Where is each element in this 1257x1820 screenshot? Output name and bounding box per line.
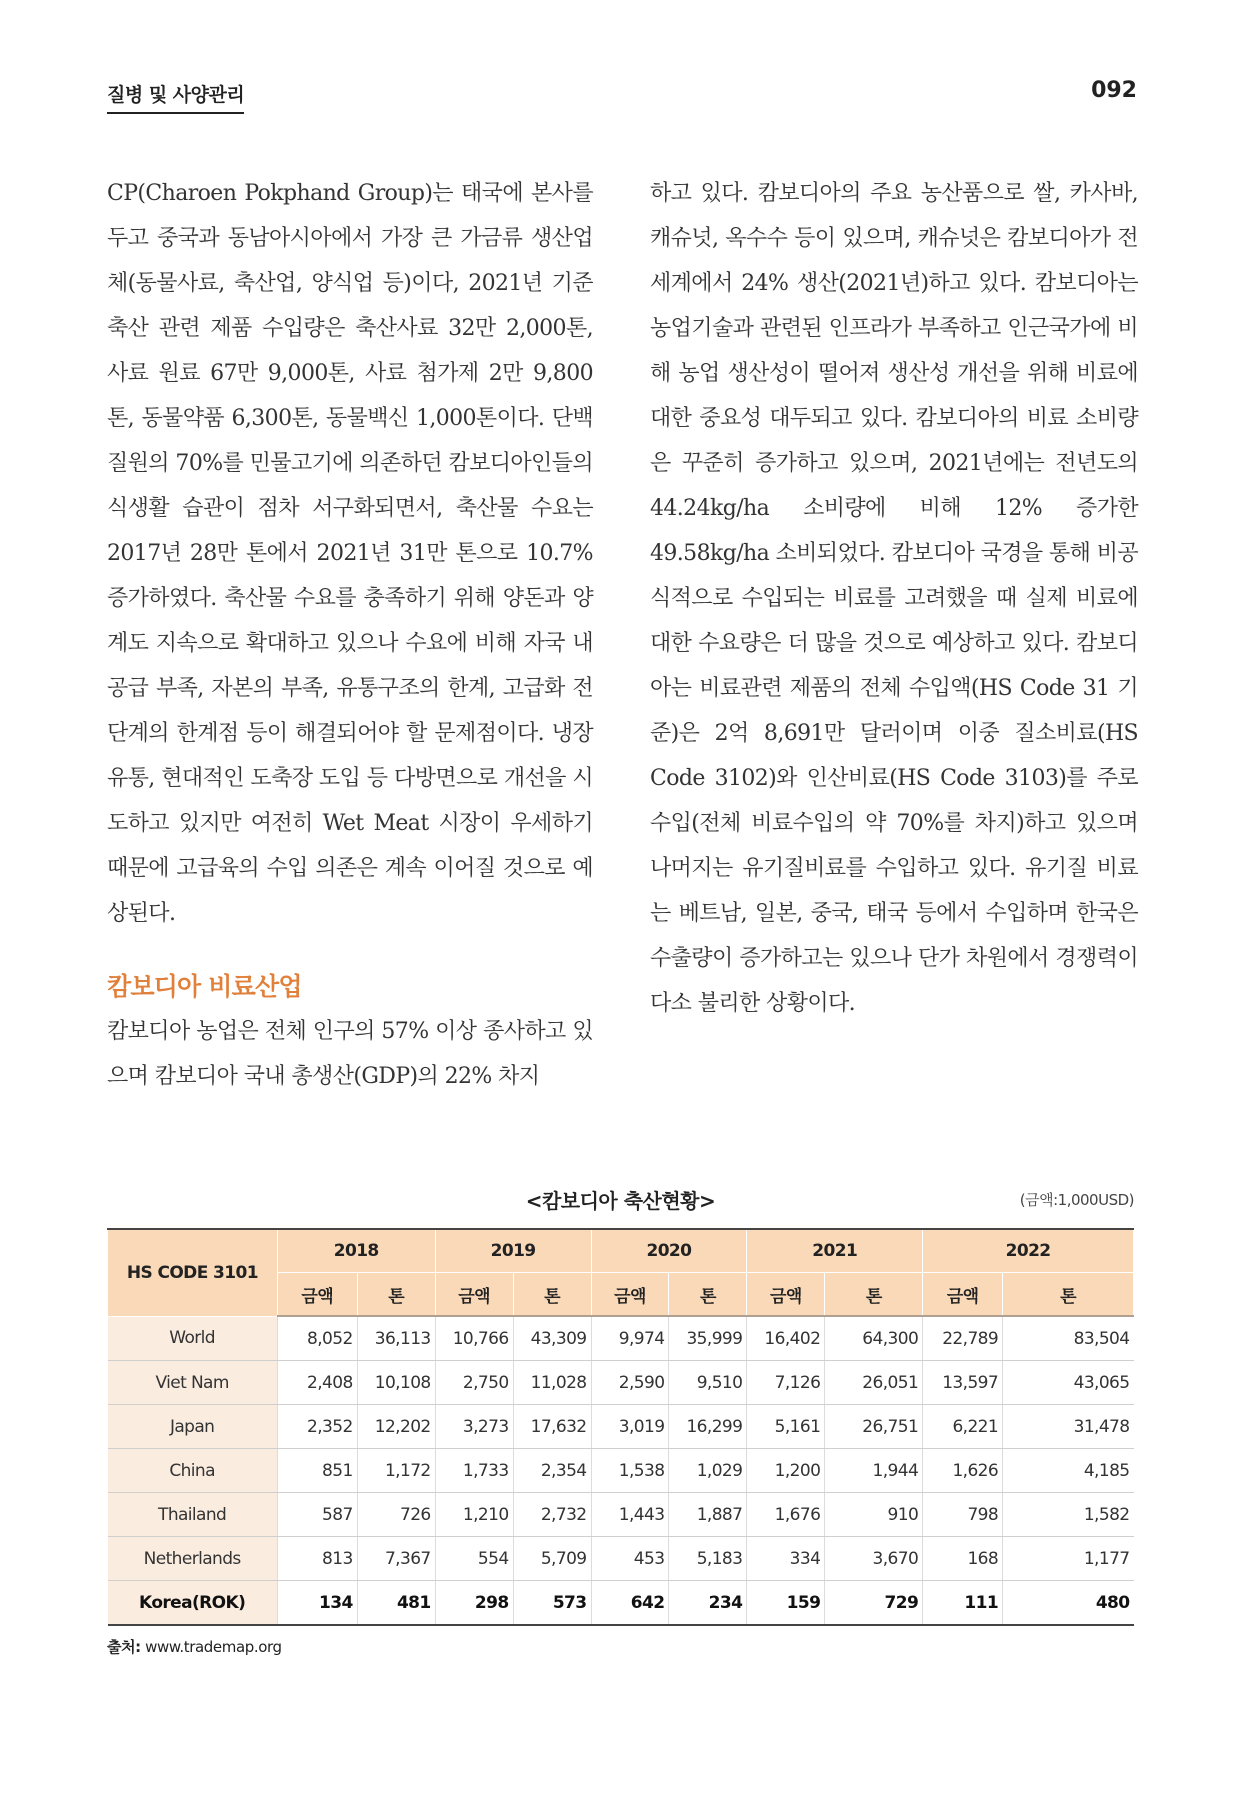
ton-cell: 480 <box>1003 1581 1134 1626</box>
amount-cell: 1,733 <box>435 1449 513 1493</box>
amount-cell: 298 <box>435 1581 513 1626</box>
ton-cell: 910 <box>825 1493 923 1537</box>
ton-cell: 35,999 <box>669 1316 747 1361</box>
ton-header: 톤 <box>1003 1273 1134 1317</box>
table-row <box>108 1405 1134 1449</box>
amount-cell: 1,200 <box>747 1449 825 1493</box>
amount-cell: 22,789 <box>923 1316 1003 1361</box>
country-cell: Japan <box>108 1405 278 1449</box>
amount-cell: 6,221 <box>923 1405 1003 1449</box>
amount-header: 금액 <box>923 1273 1003 1317</box>
amount-cell: 134 <box>277 1581 357 1626</box>
year-header: 2018 <box>277 1229 435 1273</box>
amount-cell: 3,019 <box>591 1405 669 1449</box>
amount-cell: 642 <box>591 1581 669 1626</box>
amount-cell: 168 <box>923 1537 1003 1581</box>
amount-cell: 1,676 <box>747 1493 825 1537</box>
ton-cell: 9,510 <box>669 1361 747 1405</box>
country-cell: China <box>108 1449 278 1493</box>
table-row <box>108 1316 1134 1361</box>
year-header: 2021 <box>747 1229 923 1273</box>
page-number: 092 <box>1091 78 1137 103</box>
amount-header: 금액 <box>591 1273 669 1317</box>
table-title-row <box>107 1185 1134 1217</box>
amount-cell: 798 <box>923 1493 1003 1537</box>
amount-cell: 2,590 <box>591 1361 669 1405</box>
amount-cell: 159 <box>747 1581 825 1626</box>
ton-cell: 1,582 <box>1003 1493 1134 1537</box>
ton-cell: 43,309 <box>513 1316 591 1361</box>
table-title: <캄보디아 축산현황> <box>525 1189 716 1213</box>
amount-cell: 13,597 <box>923 1361 1003 1405</box>
amount-cell: 587 <box>277 1493 357 1537</box>
left-column <box>107 171 593 1099</box>
ton-cell: 1,172 <box>357 1449 435 1493</box>
ton-cell: 16,299 <box>669 1405 747 1449</box>
country-cell: Thailand <box>108 1493 278 1537</box>
ton-cell: 36,113 <box>357 1316 435 1361</box>
left-paragraph-2: 캄보디아 농업은 전체 인구의 57% 이상 종사하고 있으며 캄보디아 국내 총생산(GDP)의 22% 차지 <box>107 1019 593 1089</box>
ton-cell: 12,202 <box>357 1405 435 1449</box>
ton-cell: 1,887 <box>669 1493 747 1537</box>
ton-cell: 1,944 <box>825 1449 923 1493</box>
amount-cell: 111 <box>923 1581 1003 1626</box>
amount-cell: 813 <box>277 1537 357 1581</box>
ton-cell: 31,478 <box>1003 1405 1134 1449</box>
country-cell: Netherlands <box>108 1537 278 1581</box>
ton-cell: 43,065 <box>1003 1361 1134 1405</box>
ton-cell: 83,504 <box>1003 1316 1134 1361</box>
ton-header: 톤 <box>669 1273 747 1317</box>
ton-cell: 64,300 <box>825 1316 923 1361</box>
table-unit: (금액:1,000USD) <box>1019 1191 1134 1209</box>
country-cell: Korea(ROK) <box>108 1581 278 1626</box>
ton-cell: 1,177 <box>1003 1537 1134 1581</box>
ton-cell: 573 <box>513 1581 591 1626</box>
table-row <box>108 1581 1134 1626</box>
ton-cell: 17,632 <box>513 1405 591 1449</box>
amount-cell: 2,408 <box>277 1361 357 1405</box>
amount-cell: 851 <box>277 1449 357 1493</box>
amount-cell: 7,126 <box>747 1361 825 1405</box>
amount-cell: 554 <box>435 1537 513 1581</box>
amount-header: 금액 <box>747 1273 825 1317</box>
left-paragraph-1: CP(Charoen Pokphand Group)는 태국에 본사를 두고 중국과 동남아시아에서 가장 큰 가금류 생산업체(동물사료, 축산업, 양식업 등)이다, 2021년 기준 축산 관련 제품 수입량은 축산사료 32만 2,000톤, 사료 원료 67만 9,000톤, 사료 첨가제 2만 9,800톤, 동물약품 6,300톤, 동물백신 1,000톤이다. 단백질원의 70%를 민물고기에 의존하던 캄보디아인들의 식생활 습관이 점차 서구화되면서, 축산물 수요는 2017년 28만 톤에서 2021년 31만 톤으로 10.7% 증가하였다. 축산물 수요를 충족하기 위해 양돈과 양계도 지속으로 확대하고 있으나 수요에 비해 자국 내 공급 부족, 자본의 부족, 유통구조의 한계, 고급화 전 단계의 한계점 등이 해결되어야 할 문제점이다. 냉장 유통, 현대적인 도축장 도입 등 다방면으로 개선을 시도하고 있지만 여전히 Wet Meat 시장이 우세하기 때문에 고급육의 수입 의존은 계속 이어질 것으로 예상된다. <box>107 181 593 926</box>
amount-cell: 2,352 <box>277 1405 357 1449</box>
amount-cell: 16,402 <box>747 1316 825 1361</box>
right-column <box>650 171 1138 1026</box>
table-body <box>108 1316 1134 1625</box>
trade-table <box>107 1228 1134 1626</box>
amount-cell: 1,210 <box>435 1493 513 1537</box>
ton-cell: 1,029 <box>669 1449 747 1493</box>
amount-cell: 3,273 <box>435 1405 513 1449</box>
ton-cell: 7,367 <box>357 1537 435 1581</box>
right-paragraph-1: 하고 있다. 캄보디아의 주요 농산품으로 쌀, 카사바, 캐슈넛, 옥수수 등이 있으며, 캐슈넛은 캄보디아가 전 세계에서 24% 생산(2021년)하고 있다. 캄보디아는 농업기술과 관련된 인프라가 부족하고 인근국가에 비해 농업 생산성이 떨어져 생산성 개선을 위해 비료에 대한 중요성 대두되고 있다. 캄보디아의 비료 소비량은 꾸준히 증가하고 있으며, 2021년에는 전년도의 44.24kg/ha 소비량에 비해 12% 증가한 49.58kg/ha 소비되었다. 캄보디아 국경을 통해 비공식적으로 수입되는 비료를 고려했을 때 실제 비료에 대한 수요량은 더 많을 것으로 예상하고 있다. 캄보디아는 비료관련 제품의 전체 수입액(HS Code 31 기준)은 2억 8,691만 달러이며 이중 질소비료(HS Code 3102)와 인산비료(HS Code 3103)를 주로 수입(전체 비료수입의 약 70%를 차지)하고 있으며 나머지는 유기질비료를 수입하고 있다. 유기질 비료는 베트남, 일본, 중국, 태국 등에서 수입하며 한국은 수출량이 증가하고는 있으나 단가 차원에서 경쟁력이 다소 불리한 상황이다. <box>650 181 1138 1016</box>
table-source <box>107 1636 1134 1657</box>
ton-cell: 11,028 <box>513 1361 591 1405</box>
amount-cell: 1,443 <box>591 1493 669 1537</box>
table-row <box>108 1361 1134 1405</box>
country-cell: World <box>108 1316 278 1361</box>
amount-cell: 453 <box>591 1537 669 1581</box>
ton-cell: 2,732 <box>513 1493 591 1537</box>
amount-cell: 1,626 <box>923 1449 1003 1493</box>
section-heading: 캄보디아 비료산업 <box>107 972 302 1001</box>
year-header: 2019 <box>435 1229 591 1273</box>
amount-cell: 8,052 <box>277 1316 357 1361</box>
source-label: 출처: <box>107 1638 141 1656</box>
ton-cell: 5,183 <box>669 1537 747 1581</box>
section-label: 질병 및 사양관리 <box>107 80 244 114</box>
amount-cell: 5,161 <box>747 1405 825 1449</box>
ton-cell: 726 <box>357 1493 435 1537</box>
amount-cell: 2,750 <box>435 1361 513 1405</box>
year-header: 2022 <box>923 1229 1134 1273</box>
ton-cell: 4,185 <box>1003 1449 1134 1493</box>
amount-cell: 10,766 <box>435 1316 513 1361</box>
amount-header: 금액 <box>435 1273 513 1317</box>
ton-cell: 26,751 <box>825 1405 923 1449</box>
source-url: www.trademap.org <box>145 1638 282 1656</box>
ton-cell: 234 <box>669 1581 747 1626</box>
ton-header: 톤 <box>825 1273 923 1317</box>
amount-cell: 1,538 <box>591 1449 669 1493</box>
ton-cell: 729 <box>825 1581 923 1626</box>
ton-header: 톤 <box>357 1273 435 1317</box>
year-header: 2020 <box>591 1229 747 1273</box>
table-row <box>108 1493 1134 1537</box>
ton-cell: 26,051 <box>825 1361 923 1405</box>
ton-cell: 2,354 <box>513 1449 591 1493</box>
hs-code-header: HS CODE 3101 <box>108 1229 278 1316</box>
amount-header: 금액 <box>277 1273 357 1317</box>
ton-cell: 3,670 <box>825 1537 923 1581</box>
table-row <box>108 1537 1134 1581</box>
ton-cell: 481 <box>357 1581 435 1626</box>
table-year-header-row <box>108 1229 1134 1273</box>
ton-header: 톤 <box>513 1273 591 1317</box>
amount-cell: 9,974 <box>591 1316 669 1361</box>
amount-cell: 334 <box>747 1537 825 1581</box>
country-cell: Viet Nam <box>108 1361 278 1405</box>
table-row <box>108 1449 1134 1493</box>
ton-cell: 5,709 <box>513 1537 591 1581</box>
ton-cell: 10,108 <box>357 1361 435 1405</box>
trade-table-section <box>107 1185 1134 1657</box>
